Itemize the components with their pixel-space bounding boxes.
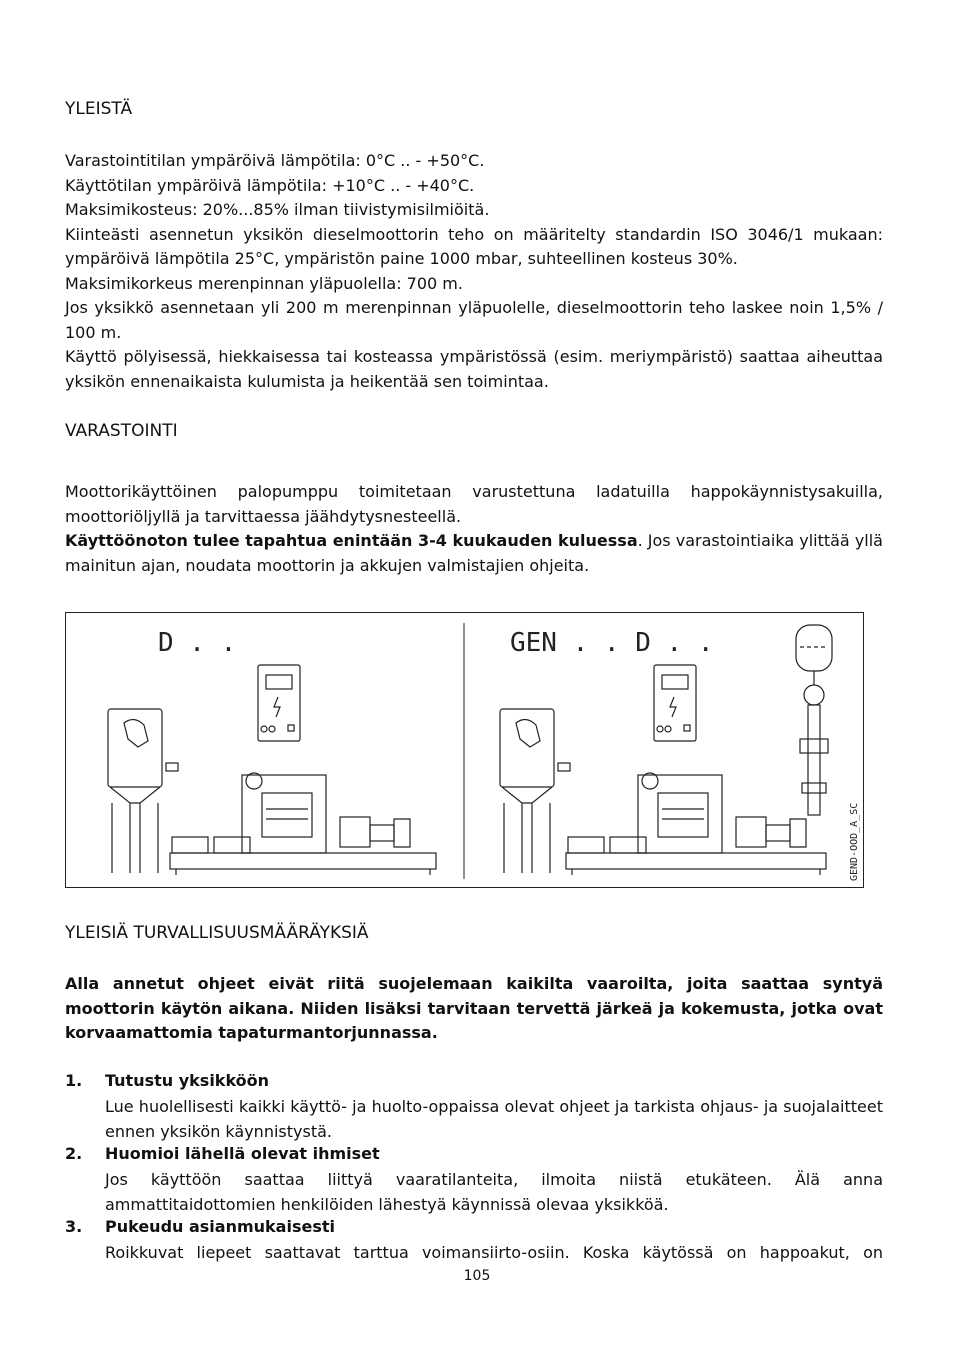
paragraph-commissioning (65, 529, 883, 578)
paragraph-delivery: Moottorikäyttöinen palopumppu toimitetaan varustettuna ladatuilla happokäynnistysakuilla, moottoriöljyllä ja tarvittaessa jäähdytysnesteellä. (65, 482, 883, 526)
section-title-safety: YLEISIÄ TURVALLISUUSMÄÄRÄYKSIÄ (65, 923, 369, 943)
paragraph-environment: Käyttö pölyisessä, hiekkaisessa tai kosteassa ympäristössä (esim. meriympäristö) saattaa aiheuttaa yksikön ennenaikaista kulumista ja heikentää sen toimintaa. (65, 347, 883, 391)
paragraph-operating-temp: Käyttötilan ympäröivä lämpötila: +10°C .. - +40°C. (65, 175, 475, 195)
figure-code: GEND-OOD_A_SC (849, 802, 860, 881)
list-number-3: 3. (65, 1217, 83, 1236)
commissioning-bold: Käyttöönoton tulee tapahtua enintään 3-4 kuukauden kuluessa (65, 531, 638, 550)
section-title-general: YLEISTÄ (65, 99, 133, 119)
paragraph-altitude-derating: Jos yksikkö asennetaan yli 200 m merenpinnan yläpuolelle, dieselmoottorin teho laskee noin 1,5% / 100 m. (65, 298, 883, 342)
figure-label-d: D . . (158, 628, 237, 658)
list-title-3: Pukeudu asianmukaisesti (105, 1217, 335, 1236)
list-title-2: Huomioi lähellä olevat ihmiset (105, 1144, 380, 1163)
paragraph-max-altitude: Maksimikorkeus merenpinnan yläpuolella: 700 m. (65, 273, 463, 293)
list-text-2: Jos käyttöön saattaa liittyä vaaratilanteita, ilmoita niistä etukäteen. Älä anna ammattitaidottomien henkilöiden lähestyä käynnissä olevaa yksikköä. (105, 1170, 883, 1214)
list-text-1: Lue huolellisesti kaikki käyttö- ja huolto-oppaissa olevat ohjeet ja tarkista ohjaus- ja suojalaitteet ennen yksikön käynnistystä. (105, 1097, 883, 1141)
commissioning-rest: . Jos varastointiaika ylittää yllä mainitun ajan, noudata moottorin ja akkujen valmistajien ohjeita. (65, 531, 883, 575)
pump-unit-figure (65, 612, 864, 888)
pump-unit-drawing (66, 613, 863, 887)
page-number: 105 (463, 1268, 491, 1284)
paragraph-iso-standard: Kiinteästi asennetun yksikön dieselmoottorin teho on määritelty standardin ISO 3046/1 mukaan: ympäröivä lämpötila 25°C, ympäristön paine 1000 mbar, suhteellinen kosteus 30%. (65, 224, 883, 268)
paragraph-storage-temp: Varastointitilan ympäröivä lämpötila: 0°C .. - +50°C. (65, 151, 485, 170)
list-number-2: 2. (65, 1144, 83, 1163)
list-number-1: 1. (65, 1071, 83, 1090)
list-text-3: Roikkuvat liepeet saattavat tarttua voimansiirto-osiin. Koska käytössä on happoakut, on (105, 1243, 883, 1262)
paragraph-humidity: Maksimikosteus: 20%...85% ilman tiivistymisilmiöitä. (65, 200, 490, 219)
list-title-1: Tutustu yksikköön (105, 1071, 270, 1090)
paragraph-safety-intro: Alla annetut ohjeet eivät riitä suojelemaan kaikilta vaaroilta, joita saattaa syntyä moottorin käytön aikana. Niiden lisäksi tarvitaan tervettä järkeä ja kokemusta, jotka ovat korvaamattomia tapaturmantorjunnassa. (65, 974, 883, 1042)
figure-label-gen-d: GEN . . D . . (510, 628, 714, 658)
section-title-storage: VARASTOINTI (65, 421, 178, 441)
